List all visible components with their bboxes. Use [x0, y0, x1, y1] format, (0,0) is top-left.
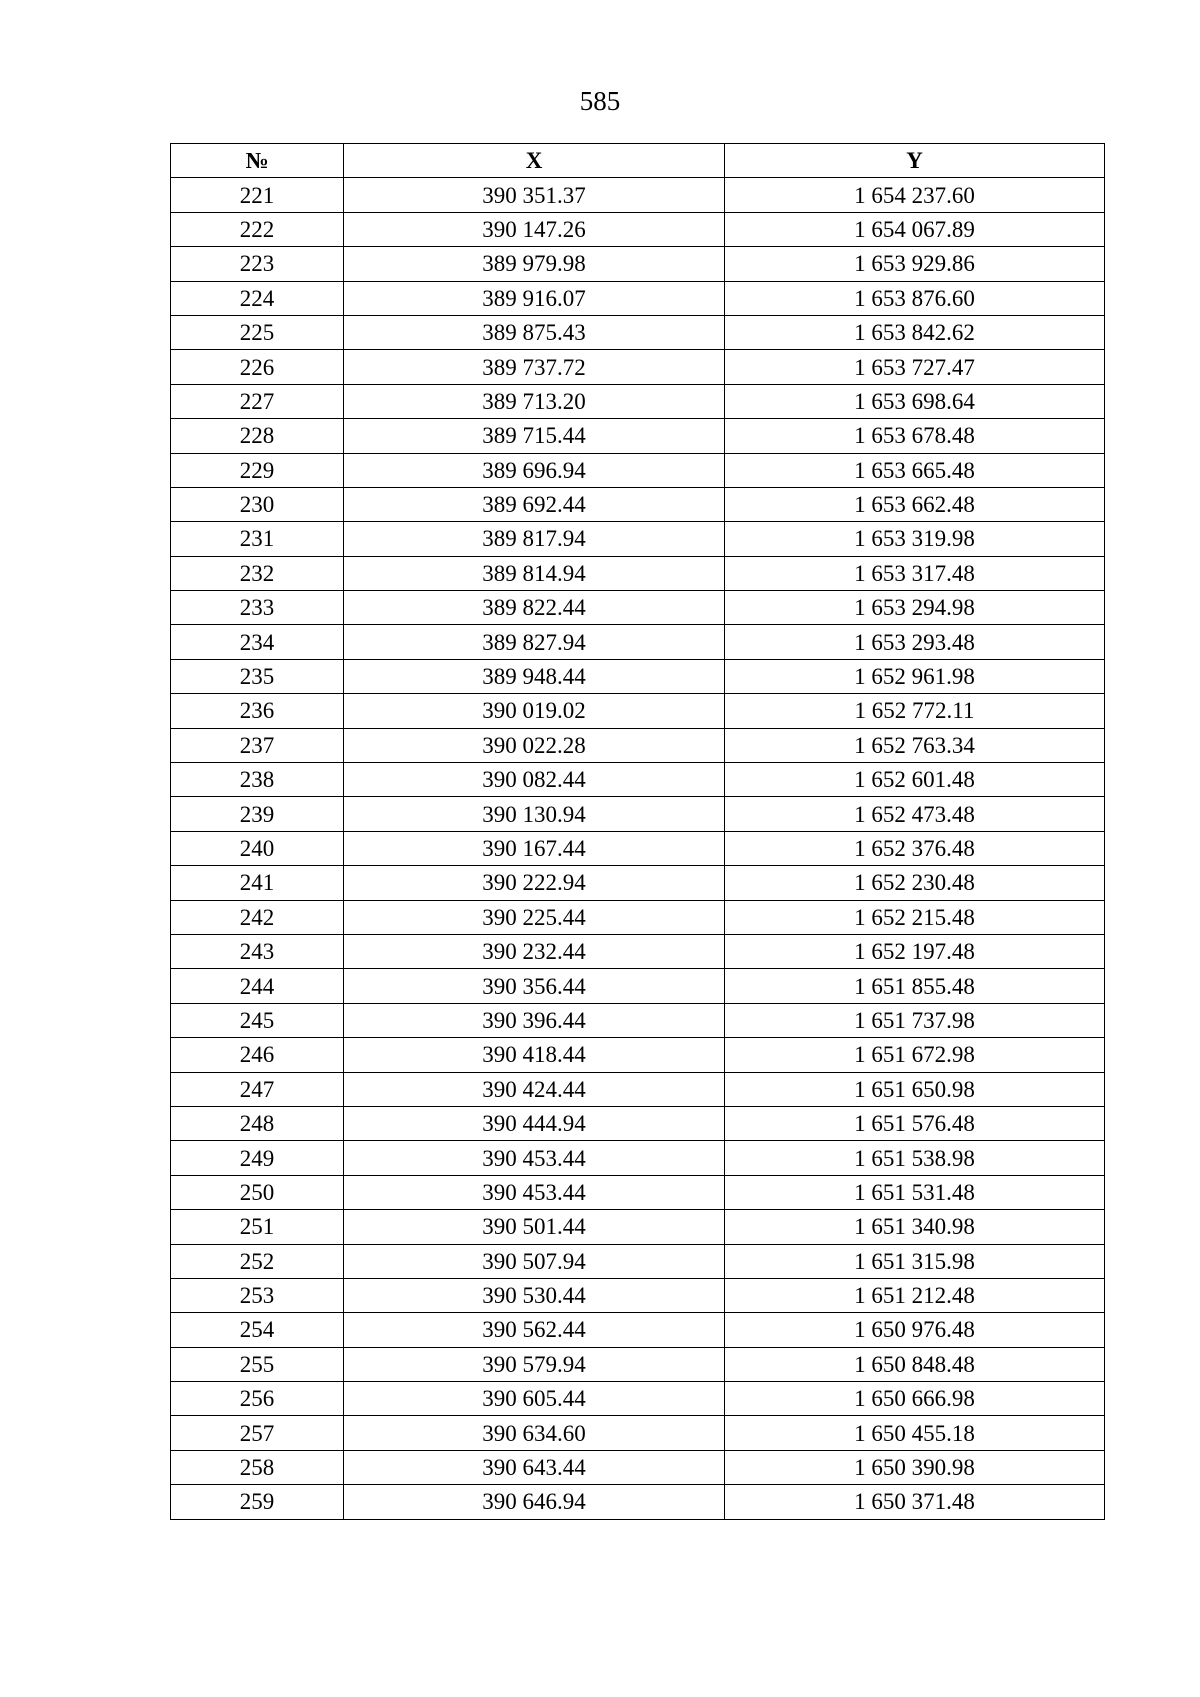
- cell-x: 390 147.26: [344, 212, 725, 246]
- table-row: [171, 625, 1105, 659]
- table-row: [171, 1072, 1105, 1106]
- cell-number: 247: [171, 1072, 344, 1106]
- cell-number: 225: [171, 315, 344, 349]
- cell-y: 1 652 772.11: [725, 694, 1105, 728]
- cell-number: 248: [171, 1106, 344, 1140]
- cell-number: 245: [171, 1003, 344, 1037]
- cell-x: 389 948.44: [344, 659, 725, 693]
- cell-number: 224: [171, 281, 344, 315]
- cell-y: 1 652 230.48: [725, 866, 1105, 900]
- cell-number: 235: [171, 659, 344, 693]
- cell-y: 1 652 473.48: [725, 797, 1105, 831]
- header-number: №: [171, 144, 344, 178]
- cell-y: 1 652 376.48: [725, 831, 1105, 865]
- cell-x: 389 713.20: [344, 384, 725, 418]
- cell-x: 389 817.94: [344, 522, 725, 556]
- table-row: [171, 247, 1105, 281]
- cell-number: 234: [171, 625, 344, 659]
- table-row: [171, 831, 1105, 865]
- table-row: [171, 487, 1105, 521]
- cell-number: 253: [171, 1278, 344, 1312]
- cell-x: 390 634.60: [344, 1416, 725, 1450]
- cell-y: 1 653 317.48: [725, 556, 1105, 590]
- cell-x: 389 916.07: [344, 281, 725, 315]
- cell-x: 390 396.44: [344, 1003, 725, 1037]
- table-row: [171, 522, 1105, 556]
- cell-number: 244: [171, 969, 344, 1003]
- cell-x: 390 562.44: [344, 1313, 725, 1347]
- cell-y: 1 650 390.98: [725, 1450, 1105, 1484]
- cell-x: 390 579.94: [344, 1347, 725, 1381]
- cell-x: 389 737.72: [344, 350, 725, 384]
- table-row: [171, 281, 1105, 315]
- cell-y: 1 651 855.48: [725, 969, 1105, 1003]
- cell-number: 227: [171, 384, 344, 418]
- table-row: [171, 1485, 1105, 1519]
- cell-y: 1 651 531.48: [725, 1175, 1105, 1209]
- cell-number: 258: [171, 1450, 344, 1484]
- cell-number: 221: [171, 178, 344, 212]
- cell-number: 231: [171, 522, 344, 556]
- cell-y: 1 653 929.86: [725, 247, 1105, 281]
- cell-y: 1 651 576.48: [725, 1106, 1105, 1140]
- cell-number: 236: [171, 694, 344, 728]
- cell-x: 390 130.94: [344, 797, 725, 831]
- table-row: [171, 797, 1105, 831]
- table-row: [171, 1038, 1105, 1072]
- cell-x: 390 019.02: [344, 694, 725, 728]
- cell-y: 1 650 848.48: [725, 1347, 1105, 1381]
- cell-number: 239: [171, 797, 344, 831]
- table-row: [171, 1003, 1105, 1037]
- cell-y: 1 653 842.62: [725, 315, 1105, 349]
- cell-y: 1 653 662.48: [725, 487, 1105, 521]
- cell-x: 390 444.94: [344, 1106, 725, 1140]
- cell-y: 1 650 371.48: [725, 1485, 1105, 1519]
- cell-x: 390 022.28: [344, 728, 725, 762]
- cell-x: 389 875.43: [344, 315, 725, 349]
- table-body: [171, 178, 1105, 1519]
- cell-x: 390 232.44: [344, 934, 725, 968]
- cell-x: 389 692.44: [344, 487, 725, 521]
- cell-x: 390 225.44: [344, 900, 725, 934]
- cell-x: 390 356.44: [344, 969, 725, 1003]
- cell-number: 229: [171, 453, 344, 487]
- table-row: [171, 315, 1105, 349]
- header-y: Y: [725, 144, 1105, 178]
- table-row: [171, 384, 1105, 418]
- cell-x: 390 082.44: [344, 763, 725, 797]
- cell-number: 259: [171, 1485, 344, 1519]
- cell-number: 252: [171, 1244, 344, 1278]
- table-row: [171, 969, 1105, 1003]
- table-row: [171, 934, 1105, 968]
- table-row: [171, 1278, 1105, 1312]
- cell-number: 241: [171, 866, 344, 900]
- table-row: [171, 1106, 1105, 1140]
- cell-x: 389 822.44: [344, 591, 725, 625]
- cell-number: 233: [171, 591, 344, 625]
- cell-y: 1 650 976.48: [725, 1313, 1105, 1347]
- cell-y: 1 653 698.64: [725, 384, 1105, 418]
- table-row: [171, 728, 1105, 762]
- cell-y: 1 651 212.48: [725, 1278, 1105, 1312]
- cell-x: 390 646.94: [344, 1485, 725, 1519]
- cell-x: 390 453.44: [344, 1175, 725, 1209]
- cell-number: 246: [171, 1038, 344, 1072]
- table-header: [171, 144, 1105, 178]
- cell-x: 390 507.94: [344, 1244, 725, 1278]
- header-x: X: [344, 144, 725, 178]
- cell-y: 1 651 315.98: [725, 1244, 1105, 1278]
- cell-x: 390 453.44: [344, 1141, 725, 1175]
- table-row: [171, 1416, 1105, 1450]
- cell-y: 1 651 737.98: [725, 1003, 1105, 1037]
- page-number: 585: [579, 86, 621, 116]
- cell-y: 1 653 319.98: [725, 522, 1105, 556]
- cell-x: 390 418.44: [344, 1038, 725, 1072]
- cell-x: 389 827.94: [344, 625, 725, 659]
- cell-y: 1 650 455.18: [725, 1416, 1105, 1450]
- cell-y: 1 652 961.98: [725, 659, 1105, 693]
- cell-y: 1 653 727.47: [725, 350, 1105, 384]
- cell-x: 390 643.44: [344, 1450, 725, 1484]
- cell-x: 390 605.44: [344, 1382, 725, 1416]
- cell-y: 1 651 340.98: [725, 1210, 1105, 1244]
- cell-x: 389 715.44: [344, 419, 725, 453]
- table-row: [171, 1175, 1105, 1209]
- table-row: [171, 419, 1105, 453]
- cell-x: 390 167.44: [344, 831, 725, 865]
- table-row: [171, 1347, 1105, 1381]
- cell-y: 1 651 650.98: [725, 1072, 1105, 1106]
- table-row: [171, 659, 1105, 693]
- table-row: [171, 556, 1105, 590]
- table-row: [171, 453, 1105, 487]
- cell-number: 256: [171, 1382, 344, 1416]
- cell-x: 390 222.94: [344, 866, 725, 900]
- cell-y: 1 652 763.34: [725, 728, 1105, 762]
- cell-number: 226: [171, 350, 344, 384]
- cell-number: 240: [171, 831, 344, 865]
- cell-number: 249: [171, 1141, 344, 1175]
- table-row: [171, 1141, 1105, 1175]
- cell-x: 390 530.44: [344, 1278, 725, 1312]
- cell-x: 389 814.94: [344, 556, 725, 590]
- cell-y: 1 652 601.48: [725, 763, 1105, 797]
- table-row: [171, 591, 1105, 625]
- cell-y: 1 653 876.60: [725, 281, 1105, 315]
- table-row: [171, 1382, 1105, 1416]
- cell-y: 1 651 538.98: [725, 1141, 1105, 1175]
- table-row: [171, 1450, 1105, 1484]
- cell-number: 232: [171, 556, 344, 590]
- table-row: [171, 866, 1105, 900]
- cell-number: 251: [171, 1210, 344, 1244]
- cell-y: 1 654 067.89: [725, 212, 1105, 246]
- cell-x: 389 979.98: [344, 247, 725, 281]
- cell-y: 1 653 665.48: [725, 453, 1105, 487]
- cell-number: 228: [171, 419, 344, 453]
- cell-y: 1 653 293.48: [725, 625, 1105, 659]
- cell-x: 389 696.94: [344, 453, 725, 487]
- cell-number: 237: [171, 728, 344, 762]
- cell-number: 257: [171, 1416, 344, 1450]
- table-row: [171, 1313, 1105, 1347]
- cell-y: 1 653 678.48: [725, 419, 1105, 453]
- table-row: [171, 212, 1105, 246]
- table-row: [171, 900, 1105, 934]
- cell-y: 1 653 294.98: [725, 591, 1105, 625]
- coordinates-table: [170, 143, 1105, 1520]
- cell-y: 1 651 672.98: [725, 1038, 1105, 1072]
- cell-y: 1 654 237.60: [725, 178, 1105, 212]
- cell-number: 242: [171, 900, 344, 934]
- cell-number: 238: [171, 763, 344, 797]
- cell-y: 1 652 197.48: [725, 934, 1105, 968]
- table-row: [171, 178, 1105, 212]
- cell-y: 1 652 215.48: [725, 900, 1105, 934]
- cell-y: 1 650 666.98: [725, 1382, 1105, 1416]
- cell-x: 390 351.37: [344, 178, 725, 212]
- table-row: [171, 1244, 1105, 1278]
- cell-number: 223: [171, 247, 344, 281]
- table-row: [171, 694, 1105, 728]
- cell-number: 250: [171, 1175, 344, 1209]
- cell-x: 390 424.44: [344, 1072, 725, 1106]
- cell-number: 255: [171, 1347, 344, 1381]
- table-row: [171, 763, 1105, 797]
- cell-number: 230: [171, 487, 344, 521]
- table-row: [171, 350, 1105, 384]
- header-row: [171, 144, 1105, 178]
- cell-number: 243: [171, 934, 344, 968]
- cell-number: 254: [171, 1313, 344, 1347]
- cell-x: 390 501.44: [344, 1210, 725, 1244]
- table-row: [171, 1210, 1105, 1244]
- cell-number: 222: [171, 212, 344, 246]
